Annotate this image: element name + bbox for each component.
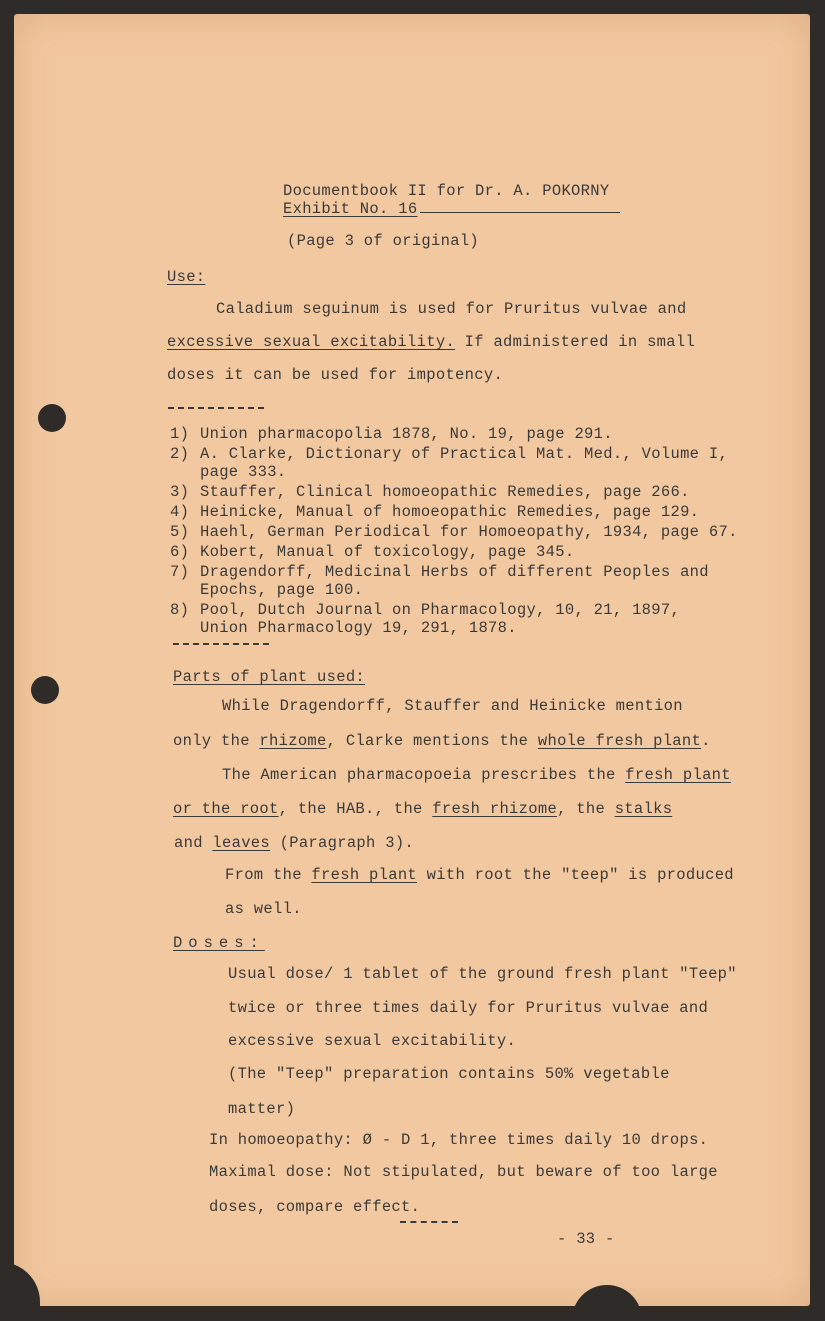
doses-line-1: Usual dose/ 1 tablet of the ground fresh plant "Teep" — [228, 965, 737, 983]
parts-p2-line1 — [222, 766, 731, 784]
reference-number: 1) — [170, 425, 190, 443]
doses-line-8: doses, compare effect. — [209, 1198, 421, 1216]
reference-text: Heinicke, Manual of homoeopathic Remedies, page 129. — [200, 503, 700, 521]
reference-item — [170, 483, 738, 501]
reference-text: Pool, Dutch Journal on Pharmacology, 10, 21, 1897, — [200, 601, 681, 619]
text-fragment: . — [701, 732, 711, 750]
reference-text: A. Clarke, Dictionary of Practical Mat. Med., Volume I, — [200, 445, 729, 463]
parts-p3-line1 — [225, 866, 734, 884]
reference-text: Haehl, German Periodical for Homoeopathy, 1934, page 67. — [200, 523, 738, 541]
doses-line-6: In homoeopathy: Ø - D 1, three times daily 10 drops. — [209, 1131, 709, 1149]
underlined-fresh-plant: fresh plant — [625, 766, 731, 784]
reference-number: 3) — [170, 483, 190, 501]
underlined-rhizome: rhizome — [259, 732, 327, 750]
use-line-2 — [167, 333, 695, 351]
text-fragment: From the — [225, 866, 312, 884]
use-line-2-rest: If administered in small — [455, 333, 696, 351]
punch-hole-top — [38, 404, 66, 432]
reference-number: 8) — [170, 601, 190, 619]
exhibit-underline — [420, 212, 620, 213]
underlined-fresh-plant-2: fresh plant — [311, 866, 418, 884]
underlined-leaves: leaves — [212, 834, 271, 852]
text-fragment: , Clarke mentions the — [326, 732, 538, 750]
divider-3 — [400, 1221, 458, 1223]
doses-line-5: matter) — [228, 1100, 296, 1118]
punch-hole-bottom — [31, 676, 59, 704]
reference-list — [170, 425, 738, 639]
use-line-1: Caladium seguinum is used for Pruritus vulvae and — [216, 300, 687, 318]
underlined-stalks: stalks — [614, 800, 673, 818]
reference-text: Stauffer, Clinical homoeopathic Remedies, page 266. — [200, 483, 690, 501]
reference-item — [170, 563, 738, 599]
doses-line-3: excessive sexual excitability. — [228, 1032, 517, 1050]
divider-2 — [173, 643, 269, 645]
doses-line-2: twice or three times daily for Pruritus vulvae and — [228, 999, 709, 1017]
text-fragment: The American pharmacopoeia prescribes the — [222, 766, 626, 784]
reference-item — [170, 601, 738, 637]
reference-item — [170, 445, 738, 481]
page-number: - 33 - — [557, 1230, 615, 1248]
parts-heading: Parts of plant used: — [173, 668, 366, 686]
reference-continuation: Epochs, page 100. — [200, 581, 364, 599]
parts-p1-line2 — [173, 732, 711, 750]
reference-text: Union pharmacopolia 1878, No. 19, page 291. — [200, 425, 613, 443]
reference-number: 6) — [170, 543, 190, 561]
reference-item — [170, 503, 738, 521]
divider-1 — [168, 407, 264, 409]
use-heading: Use: — [167, 268, 206, 286]
use-line-3: doses it can be used for impotency. — [167, 366, 504, 384]
text-fragment: only the — [173, 732, 260, 750]
use-underlined-text: excessive sexual excitability. — [167, 333, 456, 351]
underlined-whole-fresh-plant: whole fresh plant — [537, 732, 702, 750]
underlined-root: or the root — [173, 800, 279, 818]
text-fragment: (Paragraph 3). — [270, 834, 415, 852]
reference-text: Dragendorff, Medicinal Herbs of different Peoples and — [200, 563, 709, 581]
reference-continuation: page 333. — [200, 463, 287, 481]
text-fragment: and — [174, 834, 213, 852]
parts-p2-line3 — [174, 834, 414, 852]
doses-heading: Doses: — [173, 934, 265, 952]
reference-item — [170, 543, 738, 561]
parts-p3-line2: as well. — [225, 900, 302, 918]
reference-text: Kobert, Manual of toxicology, page 345. — [200, 543, 575, 561]
reference-number: 4) — [170, 503, 190, 521]
parts-p1-line1: While Dragendorff, Stauffer and Heinicke mention — [222, 697, 683, 715]
header-title: Documentbook II for Dr. A. POKORNY — [283, 182, 610, 200]
reference-item — [170, 425, 738, 443]
underlined-fresh-rhizome: fresh rhizome — [432, 800, 558, 818]
parts-p2-line2 — [173, 800, 672, 818]
reference-continuation: Union Pharmacology 19, 291, 1878. — [200, 619, 517, 637]
text-fragment: , the HAB., the — [278, 800, 433, 818]
page-reference: (Page 3 of original) — [287, 232, 480, 250]
exhibit-number: Exhibit No. 16 — [283, 200, 418, 218]
reference-number: 7) — [170, 563, 190, 581]
text-fragment: with root the "teep" is produced — [417, 866, 734, 884]
reference-number: 2) — [170, 445, 190, 463]
text-fragment: , the — [557, 800, 615, 818]
doses-line-4: (The "Teep" preparation contains 50% vegetable — [228, 1065, 670, 1083]
reference-number: 5) — [170, 523, 190, 541]
reference-item — [170, 523, 738, 541]
doses-line-7: Maximal dose: Not stipulated, but beware of too large — [209, 1163, 718, 1181]
